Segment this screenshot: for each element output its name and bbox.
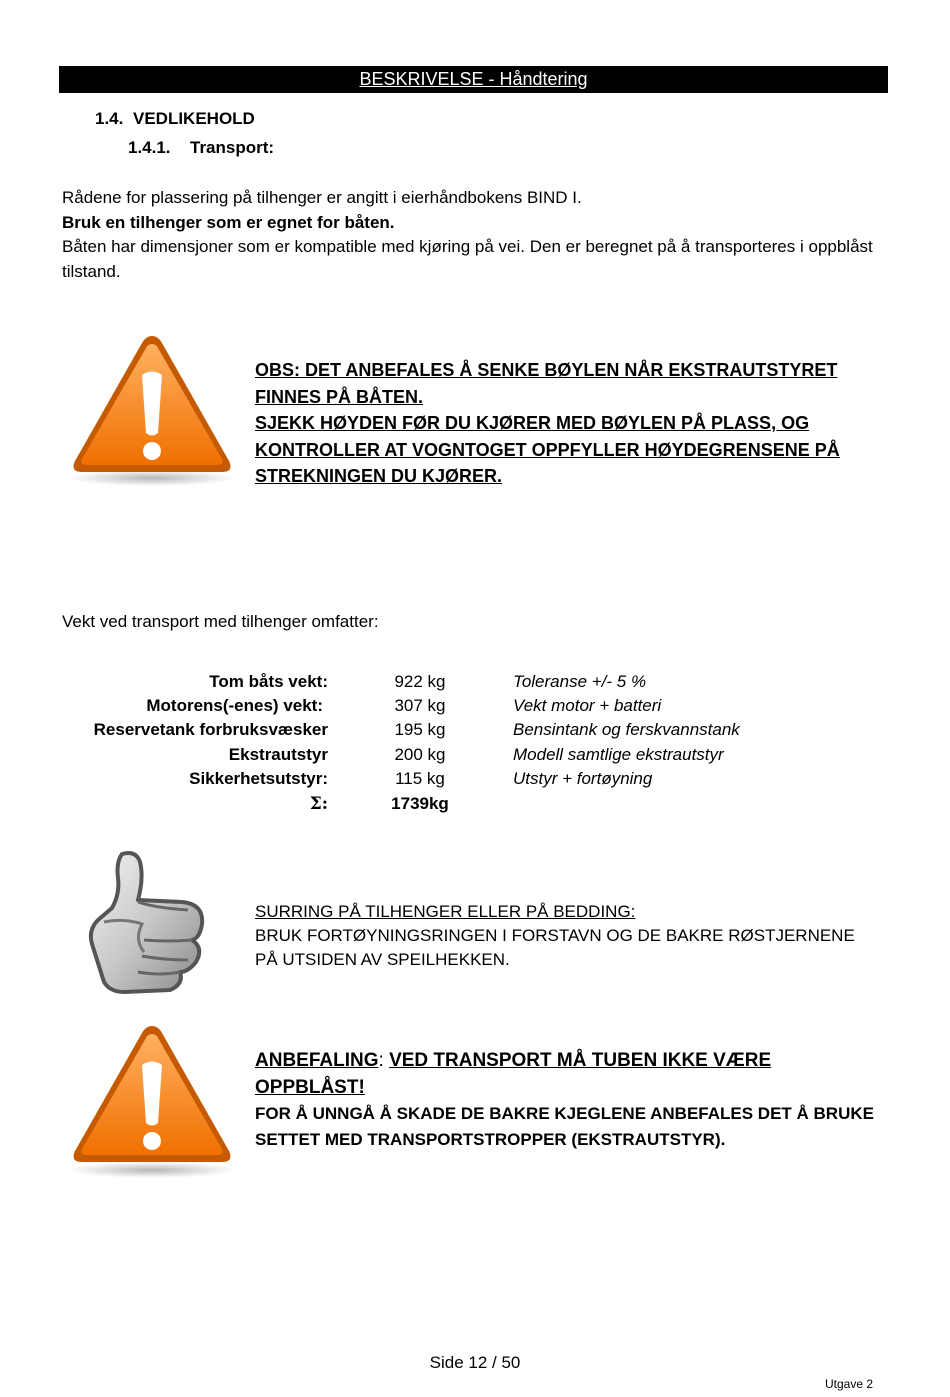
intro-text — [62, 186, 882, 284]
intro-line-3: Båten har dimensjoner som er kompatible med kjøring på vei. Den er beregnet på å transporteres i oppblåst tilstand. — [62, 237, 873, 281]
warning-triangle-icon — [66, 330, 238, 495]
weight-note: Vekt motor + batteri — [513, 696, 662, 715]
surring-title: SURRING PÅ TILHENGER ELLER PÅ BEDDING: — [255, 902, 636, 921]
weight-value: 195 kg — [394, 720, 446, 739]
section-heading — [95, 109, 255, 129]
weight-value: 115 kg — [395, 769, 445, 788]
warning-line-2: SJEKK HØYDEN FØR DU KJØRER MED BØYLEN PÅ PLASS, OG KONTROLLER AT VOGNTOGET OPPFYLLER HØYDEGRENSENE PÅ STREKNINGEN DU KJØRER. — [255, 413, 840, 486]
thumbs-up-icon — [84, 848, 212, 1005]
warning-text — [255, 357, 855, 490]
surring-body: BRUK FORTØYNINGSRINGEN I FORSTAVN OG DE BAKRE RØSTJERNENE PÅ UTSIDEN AV SPEILHEKKEN. — [255, 926, 855, 969]
weight-value: 922 kg — [394, 672, 446, 691]
recommendation-colon: : — [378, 1050, 384, 1071]
weight-label: Tom båts vekt: — [209, 672, 328, 691]
header-title: BESKRIVELSE - Håndtering — [359, 69, 588, 89]
weight-note: Modell samtlige ekstrautstyr — [513, 745, 724, 764]
weights-row — [0, 769, 950, 793]
section-number: 1.4. — [95, 109, 124, 128]
recommendation-title — [255, 1047, 875, 1101]
sum-value: 1739kg — [391, 794, 449, 813]
subsection-heading — [128, 138, 274, 158]
weight-note: Utstyr + fortøyning — [513, 769, 653, 788]
weight-label: Reservetank forbruksvæsker — [93, 720, 328, 739]
warning-line-1: OBS: DET ANBEFALES Å SENKE BØYLEN NÅR EKSTRAUTSTYRET FINNES PÅ BÅTEN. — [255, 360, 838, 407]
intro-line-1: Rådene for plassering på tilhenger er angitt i eierhåndbokens BIND I. — [62, 188, 582, 207]
weights-row — [0, 720, 950, 744]
weight-note: Toleranse +/- 5 % — [513, 672, 647, 691]
warning-triangle-icon — [66, 1020, 238, 1185]
weight-note: Bensintank og ferskvannstank — [513, 720, 740, 739]
recommendation-text — [255, 1047, 875, 1153]
sum-label: Σ: — [309, 794, 328, 814]
recommendation-body: FOR Å UNNGÅ Å SKADE DE BAKRE KJEGLENE ANBEFALES DET Å BRUKE SETTET MED TRANSPORTSTROPPER (EKSTRAUTSTYR). — [255, 1104, 874, 1149]
intro-line-2: Bruk en tilhenger som er egnet for båten. — [62, 212, 395, 232]
surring-text — [255, 900, 875, 972]
weights-row — [0, 672, 950, 696]
weights-row — [0, 745, 950, 769]
weight-label: Ekstrautstyr — [228, 745, 328, 764]
weights-row — [0, 696, 950, 720]
section-title: VEDLIKEHOLD — [133, 109, 255, 128]
subsection-title: Transport: — [190, 138, 275, 157]
page-header — [59, 66, 888, 93]
subsection-number: 1.4.1. — [128, 138, 171, 157]
page-number: Side 12 / 50 — [429, 1353, 521, 1372]
recommendation-heading: VED TRANSPORT MÅ TUBEN IKKE VÆRE OPPBLÅST! — [255, 1050, 772, 1098]
weights-sum-row — [0, 794, 950, 818]
recommendation-label: ANBEFALING — [255, 1050, 379, 1071]
weight-value: 307 kg — [394, 696, 446, 715]
weights-intro: Vekt ved transport med tilhenger omfatter: — [62, 612, 379, 631]
weight-label: Motorens(-enes) vekt: — [146, 696, 323, 715]
edition-label: Utgave 2 — [824, 1377, 873, 1391]
weight-label: Sikkerhetsutstyr: — [189, 769, 328, 788]
weight-value: 200 kg — [394, 745, 446, 764]
